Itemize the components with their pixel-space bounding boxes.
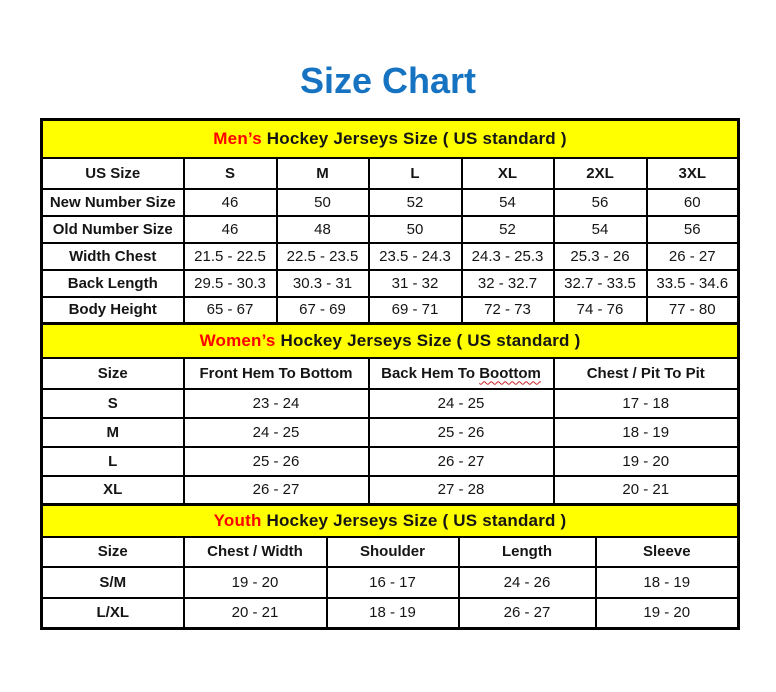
- table-cell: 50: [369, 216, 462, 243]
- table-cell: 77 - 80: [647, 297, 739, 324]
- table-cell: 26 - 27: [184, 476, 369, 505]
- table-cell: 56: [554, 189, 647, 216]
- womens-header-back-hem: [369, 358, 554, 389]
- row-label-width-chest: Width Chest: [42, 243, 184, 270]
- womens-section-title-highlight: Women’s: [199, 330, 276, 350]
- womens-header-size: Size: [42, 358, 184, 389]
- table-cell: 69 - 71: [369, 297, 462, 324]
- table-cell: 22.5 - 23.5: [277, 243, 369, 270]
- table-row: [42, 297, 739, 324]
- youth-size-table: [40, 503, 740, 630]
- mens-section-title-text: Hockey Jerseys Size ( US standard ): [261, 128, 567, 148]
- womens-header-chest-pit: Chest / Pit To Pit: [554, 358, 739, 389]
- table-row: [42, 505, 739, 537]
- table-row: [42, 270, 739, 297]
- table-row: [42, 598, 739, 629]
- youth-section-title-highlight: Youth: [213, 510, 262, 530]
- table-cell: 25 - 26: [184, 447, 369, 476]
- youth-header-size: Size: [42, 537, 184, 567]
- youth-section-title-text: Hockey Jerseys Size ( US standard ): [261, 510, 567, 530]
- table-cell: 17 - 18: [554, 389, 739, 418]
- table-cell: 65 - 67: [184, 297, 277, 324]
- table-row: [42, 358, 739, 389]
- row-label-back-length: Back Length: [42, 270, 184, 297]
- mens-header-us-size: US Size: [42, 158, 184, 189]
- table-cell: 60: [647, 189, 739, 216]
- table-cell: 27 - 28: [369, 476, 554, 505]
- table-cell: 48: [277, 216, 369, 243]
- row-label-size-s: S: [42, 389, 184, 418]
- page-title: Size Chart: [299, 60, 477, 101]
- youth-header-chest-width: Chest / Width: [184, 537, 327, 567]
- youth-section-header: [42, 505, 739, 537]
- table-cell: 24 - 25: [184, 418, 369, 447]
- row-label-size-m: M: [42, 418, 184, 447]
- table-cell: 46: [184, 216, 277, 243]
- table-cell: 31 - 32: [369, 270, 462, 297]
- table-row: [42, 189, 739, 216]
- table-cell: 23 - 24: [184, 389, 369, 418]
- table-cell: 32 - 32.7: [462, 270, 554, 297]
- womens-section-header: [42, 324, 739, 358]
- table-cell: 21.5 - 22.5: [184, 243, 277, 270]
- row-label-new-number-size: New Number Size: [42, 189, 184, 216]
- table-cell: 18 - 19: [554, 418, 739, 447]
- mens-header-3xl: 3XL: [647, 158, 739, 189]
- womens-header-front-hem: Front Hem To Bottom: [184, 358, 369, 389]
- table-cell: 33.5 - 34.6: [647, 270, 739, 297]
- mens-section-header: [42, 120, 739, 158]
- row-label-size-xl: XL: [42, 476, 184, 505]
- table-row: [42, 389, 739, 418]
- table-cell: 26 - 27: [369, 447, 554, 476]
- mens-header-m: M: [277, 158, 369, 189]
- row-label-size-sm: S/M: [42, 567, 184, 598]
- table-cell: 18 - 19: [596, 567, 739, 598]
- table-cell: 52: [369, 189, 462, 216]
- table-cell: 19 - 20: [554, 447, 739, 476]
- table-row: [42, 158, 739, 189]
- mens-section-title-highlight: Men’s: [213, 128, 262, 148]
- table-cell: 67 - 69: [277, 297, 369, 324]
- row-label-old-number-size: Old Number Size: [42, 216, 184, 243]
- table-cell: 72 - 73: [462, 297, 554, 324]
- table-cell: 26 - 27: [459, 598, 596, 629]
- table-cell: 23.5 - 24.3: [369, 243, 462, 270]
- table-cell: 19 - 20: [596, 598, 739, 629]
- table-row: [42, 216, 739, 243]
- mens-header-s: S: [184, 158, 277, 189]
- table-row: [42, 243, 739, 270]
- size-chart-tables: [40, 118, 737, 630]
- back-hem-label-prefix: Back Hem To: [381, 364, 480, 382]
- table-row: [42, 324, 739, 358]
- table-cell: 32.7 - 33.5: [554, 270, 647, 297]
- table-cell: 25.3 - 26: [554, 243, 647, 270]
- table-cell: 19 - 20: [184, 567, 327, 598]
- mens-size-table: [40, 118, 740, 325]
- table-cell: 29.5 - 30.3: [184, 270, 277, 297]
- womens-section-title-text: Hockey Jerseys Size ( US standard ): [275, 330, 581, 350]
- table-row: [42, 567, 739, 598]
- table-cell: 74 - 76: [554, 297, 647, 324]
- table-cell: 46: [184, 189, 277, 216]
- back-hem-misspelled-word: Boottom: [479, 364, 541, 382]
- youth-header-sleeve: Sleeve: [596, 537, 739, 567]
- table-cell: 20 - 21: [184, 598, 327, 629]
- youth-header-length: Length: [459, 537, 596, 567]
- table-row: [42, 120, 739, 158]
- table-cell: 26 - 27: [647, 243, 739, 270]
- row-label-size-l: L: [42, 447, 184, 476]
- mens-header-2xl: 2XL: [554, 158, 647, 189]
- table-cell: 24 - 25: [369, 389, 554, 418]
- table-row: [42, 447, 739, 476]
- row-label-size-lxl: L/XL: [42, 598, 184, 629]
- mens-header-l: L: [369, 158, 462, 189]
- table-cell: 20 - 21: [554, 476, 739, 505]
- table-cell: 25 - 26: [369, 418, 554, 447]
- mens-header-xl: XL: [462, 158, 554, 189]
- table-cell: 52: [462, 216, 554, 243]
- table-cell: 16 - 17: [327, 567, 459, 598]
- table-cell: 54: [462, 189, 554, 216]
- womens-size-table: [40, 322, 740, 506]
- table-cell: 30.3 - 31: [277, 270, 369, 297]
- table-cell: 18 - 19: [327, 598, 459, 629]
- table-cell: 54: [554, 216, 647, 243]
- table-row: [42, 418, 739, 447]
- youth-header-shoulder: Shoulder: [327, 537, 459, 567]
- table-cell: 24 - 26: [459, 567, 596, 598]
- table-cell: 50: [277, 189, 369, 216]
- table-cell: 24.3 - 25.3: [462, 243, 554, 270]
- table-row: [42, 537, 739, 567]
- table-row: [42, 476, 739, 505]
- table-cell: 56: [647, 216, 739, 243]
- row-label-body-height: Body Height: [42, 297, 184, 324]
